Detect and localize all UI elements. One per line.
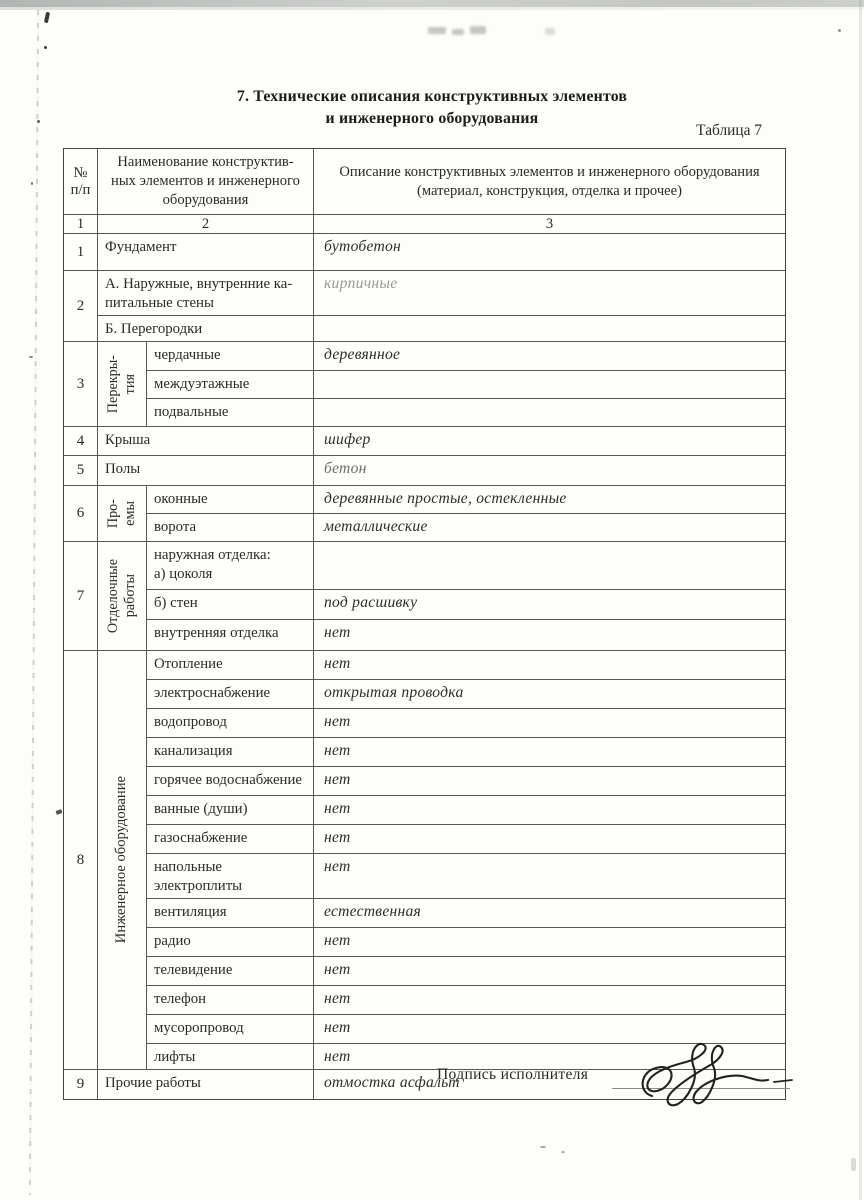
scan-speck bbox=[561, 1151, 565, 1153]
item-name-line: а) цоколя bbox=[154, 566, 213, 582]
colnum-2: 2 bbox=[98, 215, 314, 233]
group-label-line: Инженерное оборудование bbox=[113, 776, 130, 944]
table-row bbox=[64, 650, 785, 1069]
table-caption: Таблица 7 bbox=[696, 122, 762, 139]
item-name: чердачные bbox=[147, 342, 314, 370]
item-name: канализация bbox=[147, 738, 314, 766]
scan-speck bbox=[44, 12, 50, 24]
row-number: 7 bbox=[64, 542, 98, 650]
item-name-line: питальные стены bbox=[105, 295, 214, 311]
item-name bbox=[98, 271, 314, 315]
item-name: электроснабжение bbox=[147, 680, 314, 708]
item-name: Фундамент bbox=[98, 234, 314, 270]
item-value: нет bbox=[324, 932, 351, 949]
table-subrow bbox=[98, 271, 785, 315]
item-value: нет bbox=[324, 655, 351, 672]
row-number: 3 bbox=[64, 342, 98, 426]
table-subrow bbox=[147, 985, 785, 1014]
item-name: газоснабжение bbox=[147, 825, 314, 853]
colnum-1: 1 bbox=[64, 215, 98, 233]
item-name: Полы bbox=[98, 456, 314, 485]
item-name: б) стен bbox=[147, 590, 314, 619]
item-name: мусоропровод bbox=[147, 1015, 314, 1043]
item-value: нет bbox=[324, 771, 351, 788]
item-name-line: А. Наружные, внутренние ка- bbox=[105, 276, 293, 292]
item-name: междуэтажные bbox=[147, 371, 314, 398]
table-subrow bbox=[98, 315, 785, 341]
scan-speck bbox=[31, 182, 33, 185]
item-value: кирпичные bbox=[324, 275, 398, 292]
header-name-line: ных элементов и инженерного bbox=[111, 173, 300, 189]
scan-artifact-top-band bbox=[0, 0, 864, 7]
item-name: ванные (души) bbox=[147, 796, 314, 824]
item-value: деревянные простые, остекленные bbox=[324, 490, 567, 507]
item-value: нет bbox=[324, 961, 351, 978]
item-value: отмостка асфальт bbox=[324, 1074, 460, 1091]
item-name: горячее водоснабжение bbox=[147, 767, 314, 795]
signature-label: Подпись исполнителя bbox=[437, 1066, 589, 1083]
group-label-vertical bbox=[98, 542, 147, 650]
item-value: нет bbox=[324, 1048, 351, 1065]
scan-artifact-page-edge-left bbox=[29, 10, 39, 1195]
row-number: 9 bbox=[64, 1070, 98, 1099]
table-subrow bbox=[147, 824, 785, 853]
scan-speck bbox=[838, 29, 841, 32]
table-subrow bbox=[147, 342, 785, 370]
item-value: нет bbox=[324, 829, 351, 846]
group-label-line: Про- bbox=[105, 498, 122, 529]
item-name-line: наружная отделка: bbox=[154, 547, 271, 563]
item-value: открытая проводка bbox=[324, 684, 464, 701]
scan-bleedthrough-mark bbox=[470, 26, 486, 34]
table-row bbox=[64, 270, 785, 341]
table-subrow bbox=[147, 679, 785, 708]
colnum-3: 3 bbox=[545, 216, 554, 232]
item-name: Б. Перегородки bbox=[98, 316, 314, 341]
item-value: нет bbox=[324, 858, 351, 875]
item-name: телефон bbox=[147, 986, 314, 1014]
row-number: 5 bbox=[64, 456, 98, 485]
item-name: Отопление bbox=[147, 651, 314, 679]
scan-bleedthrough-mark bbox=[452, 29, 464, 35]
table-subrow bbox=[147, 651, 785, 679]
header-desc-line: (материал, конструкция, отделка и прочее) bbox=[417, 182, 682, 199]
header-name-line: Наименование конструктив- bbox=[117, 154, 294, 170]
row-number: 2 bbox=[64, 271, 98, 341]
column-number-row bbox=[64, 214, 785, 233]
group-label-line: работы bbox=[121, 574, 138, 618]
table-subrow bbox=[147, 737, 785, 766]
row-number: 4 bbox=[64, 427, 98, 455]
item-value: деревянное bbox=[324, 346, 401, 363]
table-subrow bbox=[147, 370, 785, 398]
item-value: нет bbox=[324, 742, 351, 759]
item-value: бутобетон bbox=[324, 238, 402, 255]
item-value: нет bbox=[324, 624, 351, 641]
page-title-line2: и инженерного оборудования bbox=[325, 110, 539, 127]
table-subrow bbox=[147, 898, 785, 927]
header-desc-line: Описание конструктивных элементов и инженерного оборудования bbox=[339, 163, 760, 180]
signature-block bbox=[0, 1056, 864, 1146]
item-value: нет bbox=[324, 1019, 351, 1036]
header-cell-num bbox=[64, 149, 98, 214]
row-number: 1 bbox=[64, 234, 98, 270]
table-subrow bbox=[147, 795, 785, 824]
item-name bbox=[147, 542, 314, 589]
table-header-row bbox=[64, 149, 785, 214]
item-name bbox=[147, 854, 314, 898]
item-name: оконные bbox=[147, 486, 314, 513]
group-label-vertical bbox=[98, 342, 147, 426]
scan-artifact-page-edge-right bbox=[859, 0, 862, 1200]
table-row bbox=[64, 455, 785, 485]
item-name: вентиляция bbox=[147, 899, 314, 927]
item-value: металлические bbox=[324, 518, 428, 535]
header-num-line1: № bbox=[73, 164, 88, 181]
group-label-vertical bbox=[98, 486, 147, 541]
scan-speck bbox=[540, 1146, 546, 1148]
table-subrow bbox=[147, 927, 785, 956]
scan-bleedthrough-mark bbox=[428, 27, 446, 34]
item-name: ворота bbox=[147, 514, 314, 541]
item-value: бетон bbox=[324, 460, 367, 477]
table-subrow bbox=[147, 398, 785, 426]
scan-speck bbox=[44, 46, 47, 49]
table-subrow bbox=[147, 619, 785, 650]
row-number: 6 bbox=[64, 486, 98, 541]
scan-speck bbox=[29, 356, 33, 358]
signature-scribble bbox=[618, 1034, 808, 1112]
item-name: водопровод bbox=[147, 709, 314, 737]
header-cell-desc bbox=[314, 149, 785, 214]
header-name-line: оборудования bbox=[162, 192, 249, 208]
header-num-line2: п/п bbox=[70, 181, 91, 198]
group-label-vertical bbox=[98, 651, 147, 1069]
group-label-line: емы bbox=[121, 501, 138, 526]
row-number: 8 bbox=[64, 651, 98, 1069]
item-value: нет bbox=[324, 800, 351, 817]
item-name: радио bbox=[147, 928, 314, 956]
technical-description-table bbox=[63, 148, 786, 1100]
page-title-line1: 7. Технические описания конструктивных элементов bbox=[236, 88, 628, 105]
item-name: Крыша bbox=[98, 427, 314, 455]
item-value: под расшивку bbox=[324, 594, 418, 611]
group-label-line: тия bbox=[121, 373, 138, 395]
table-subrow bbox=[147, 956, 785, 985]
table-row bbox=[64, 233, 785, 270]
group-label-line: Перекры- bbox=[105, 354, 122, 414]
item-value: шифер bbox=[324, 431, 371, 448]
item-value: естественная bbox=[324, 903, 422, 920]
scan-speck bbox=[55, 809, 62, 815]
table-subrow bbox=[147, 542, 785, 589]
item-name: лифты bbox=[147, 1044, 314, 1069]
table-subrow bbox=[147, 766, 785, 795]
item-name: Прочие работы bbox=[98, 1070, 314, 1099]
table-subrow bbox=[147, 708, 785, 737]
scan-artifact-top-shadow bbox=[0, 7, 864, 10]
item-name: внутренняя отделка bbox=[147, 620, 314, 650]
item-value: нет bbox=[324, 990, 351, 1007]
scan-speck bbox=[851, 1158, 856, 1171]
table-row bbox=[64, 341, 785, 426]
item-name: подвальные bbox=[147, 399, 314, 426]
table-subrow bbox=[147, 589, 785, 619]
item-name-line: напольные bbox=[154, 859, 222, 875]
table-row bbox=[64, 541, 785, 650]
item-name-line: электроплиты bbox=[154, 878, 243, 894]
group-label-line: Отделочные bbox=[105, 558, 122, 634]
table-row bbox=[64, 485, 785, 541]
table-subrow bbox=[147, 486, 785, 513]
item-name: телевидение bbox=[147, 957, 314, 985]
table-subrow bbox=[147, 513, 785, 541]
header-cell-name bbox=[98, 149, 314, 214]
table-subrow bbox=[147, 853, 785, 898]
item-value: нет bbox=[324, 713, 351, 730]
table-row bbox=[64, 426, 785, 455]
scan-bleedthrough-mark bbox=[545, 28, 555, 35]
